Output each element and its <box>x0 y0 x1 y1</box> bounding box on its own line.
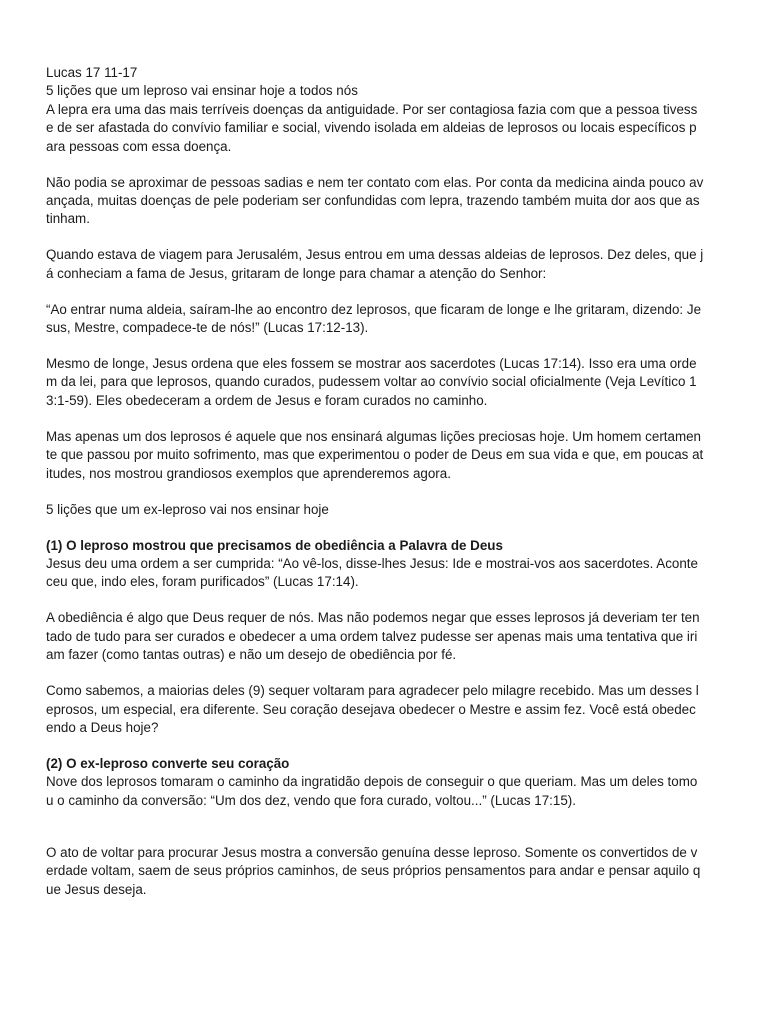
paragraph-quote <box>46 301 726 338</box>
paragraph-isolation <box>46 174 726 229</box>
paragraph-conversion <box>46 773 726 810</box>
text-line: Como sabemos, a maiorias deles (9) sequer voltaram para agradecer pelo milagre recebido. Mas um desses l <box>46 683 699 699</box>
paragraph-intro <box>46 101 726 156</box>
text-line: te que passou por muito sofrimento, mas que experimentou o poder de Deus em sua vida e que, em poucas at <box>46 447 704 463</box>
text-line: 5 lições que um ex-leproso vai nos ensinar hoje <box>46 501 329 517</box>
section-heading-1: (1) O leproso mostrou que precisamos de obediência a Palavra de Deus <box>46 537 503 553</box>
text-line: Quando estava de viagem para Jerusalém, Jesus entrou em uma dessas aldeias de leprosos. Dez deles, que j <box>46 247 704 263</box>
paragraph-one-leper <box>46 428 726 483</box>
text-line: ançada, muitas doenças de pele poderiam ser confundidas com lepra, trazendo também muita dor aos que as <box>46 192 700 208</box>
paragraph-gratitude <box>46 682 726 737</box>
text-line: 3:1-59). Eles obedeceram a ordem de Jesus e foram curados no caminho. <box>46 392 488 408</box>
text-line: itudes, nos mostrou grandiosos exemplos que aprenderemos agora. <box>46 465 451 481</box>
paragraph-command <box>46 555 726 592</box>
document-title: 5 lições que um leproso vai ensinar hoje a todos nós <box>46 83 358 99</box>
text-line: A lepra era uma das mais terríveis doenças da antiguidade. Por ser contagiosa fazia com que a pessoa tivess <box>46 101 698 117</box>
paragraph-journey <box>46 246 726 283</box>
paragraph-lessons-intro <box>46 501 726 519</box>
text-line: tinham. <box>46 211 90 227</box>
text-line: á conheciam a fama de Jesus, gritaram de longe para chamar a atenção do Senhor: <box>46 265 547 281</box>
paragraph-returning <box>46 844 726 899</box>
text-line: ara pessoas com essa doença. <box>46 138 232 154</box>
paragraph-obedience <box>46 609 726 664</box>
paragraph-order <box>46 355 726 410</box>
text-line: erdade voltam, saem de seus próprios caminhos, de seus próprios pensamentos para andar e pensar aquilo q <box>46 863 701 879</box>
text-line: sus, Mestre, compadece-te de nós!” (Lucas 17:12-13). <box>46 320 369 336</box>
text-line: “Ao entrar numa aldeia, saíram-lhe ao encontro dez leprosos, que ficaram de longe e lhe gritaram, dizendo: Je <box>46 301 702 317</box>
text-line: O ato de voltar para procurar Jesus mostra a conversão genuína desse leproso. Somente os convertidos de v <box>46 845 698 861</box>
text-line: u o caminho da conversão: “Um dos dez, vendo que fora curado, voltou...” (Lucas 17:15). <box>46 792 576 808</box>
text-line: A obediência é algo que Deus requer de nós. Mas não podemos negar que esses leprosos já deveriam ter ten <box>46 610 700 626</box>
text-line: ceu que, indo eles, foram purificados” (Lucas 17:14). <box>46 574 359 590</box>
text-line: tado de tudo para ser curados e obedecer a uma ordem talvez pudesse ser apenas mais uma tentativa que iri <box>46 628 698 644</box>
document-page <box>46 64 726 899</box>
text-line: Mas apenas um dos leprosos é aquele que nos ensinará algumas lições preciosas hoje. Um homem certamen <box>46 428 702 444</box>
text-line: e de ser afastada do convívio familiar e social, vivendo isolada em aldeias de leprosos ou locais específicos p <box>46 120 697 136</box>
section-heading-2: (2) O ex-leproso converte seu coração <box>46 755 290 771</box>
text-line: Jesus deu uma ordem a ser cumprida: “Ao vê-los, disse-lhes Jesus: Ide e mostrai-vos aos sacerdotes. Aconte <box>46 555 698 571</box>
scripture-reference: Lucas 17 11-17 <box>46 65 138 80</box>
text-line: Nove dos leprosos tomaram o caminho da ingratidão depois de conseguir o que queriam. Mas um deles tomo <box>46 774 698 790</box>
text-line: am fazer (como tantas outras) e não um desejo de obediência por fé. <box>46 647 457 663</box>
text-line: ue Jesus deseja. <box>46 881 147 897</box>
text-line: endo a Deus hoje? <box>46 719 159 735</box>
text-line: Mesmo de longe, Jesus ordena que eles fossem se mostrar aos sacerdotes (Lucas 17:14). Isso era uma orde <box>46 356 697 372</box>
text-line: eprosos, um especial, era diferente. Seu coração desejava obedecer o Mestre e assim fez. Você está obedec <box>46 701 696 717</box>
text-line: Não podia se aproximar de pessoas sadias e nem ter contato com elas. Por conta da medicina ainda pouco av <box>46 174 704 190</box>
text-line: m da lei, para que leprosos, quando curados, pudessem voltar ao convívio social oficialmente (Veja Levítico 1 <box>46 374 697 390</box>
